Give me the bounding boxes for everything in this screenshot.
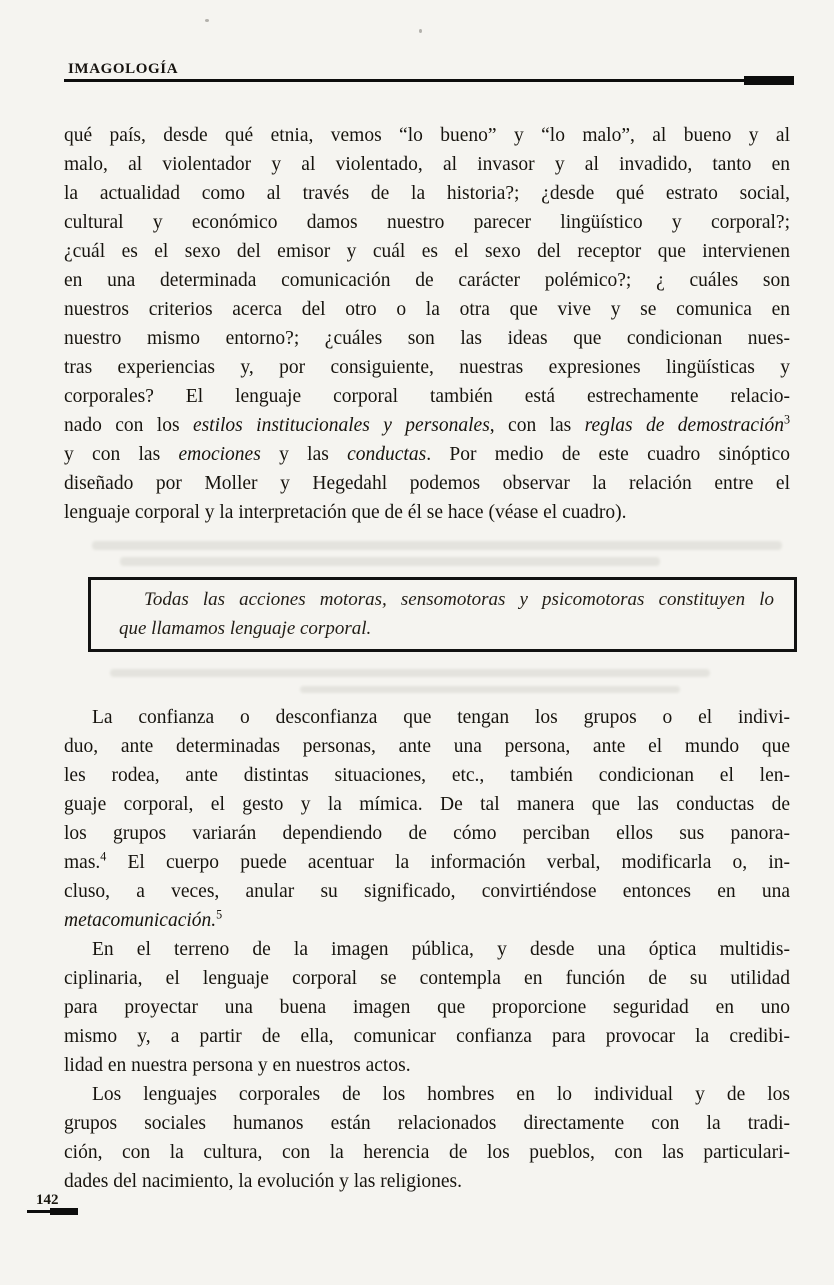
bleed-through-artifact: [110, 669, 710, 677]
text-run: El cuerpo puede acentuar la información verbal, modificarla o, in-: [106, 852, 790, 873]
body-line: [64, 237, 790, 266]
body-line: [64, 382, 790, 411]
text-run: nuestro mismo entorno?; ¿cuáles son las ideas que condicionan nues-: [64, 328, 790, 349]
quote-line: [119, 614, 774, 643]
text-run: nado con los: [64, 415, 193, 436]
text-run: reglas de demostración: [584, 415, 784, 436]
paragraph: [64, 1080, 790, 1196]
body-line: [64, 121, 790, 150]
paragraph: [64, 935, 790, 1080]
text-run: Los lenguajes corporales de los hombres en lo individual y de los: [92, 1084, 790, 1105]
body-text-upper: [64, 121, 790, 527]
text-run: nuestros criterios acerca del otro o la otra que vive y se comunica en: [64, 299, 790, 320]
text-run: ción, con la cultura, con la herencia de los pueblos, con las particulari-: [64, 1142, 790, 1163]
footnote-marker: 4: [100, 849, 107, 864]
body-line: [64, 1051, 790, 1080]
body-line: [64, 790, 790, 819]
text-run: Todas las acciones motoras, sensomotoras y psicomotoras constituyen lo: [144, 589, 774, 610]
footer-rule-end: [50, 1208, 78, 1215]
running-header: IMAGOLOGÍA: [68, 61, 179, 77]
body-line: [64, 761, 790, 790]
text-run: grupos sociales humanos están relacionados directamente con la tradi-: [64, 1113, 790, 1134]
paragraph: [64, 121, 790, 527]
body-line: [64, 935, 790, 964]
quote-text: [119, 585, 774, 643]
text-run: cultural y económico damos nuestro parecer lingüístico y corporal?;: [64, 212, 790, 233]
page-number: 142: [36, 1192, 59, 1208]
text-run: la actualidad como al través de la historia?; ¿desde qué estrato social,: [64, 183, 790, 204]
body-line: [64, 411, 790, 440]
bleed-through-artifact: [300, 686, 680, 693]
body-line: [64, 1138, 790, 1167]
text-run: . Por medio de este cuadro sinóptico: [426, 444, 790, 465]
text-run: lidad en nuestra persona y en nuestros actos.: [64, 1055, 411, 1076]
bleed-through-artifact: [92, 541, 782, 550]
quote-box: [88, 577, 797, 652]
header-rule-end: [744, 76, 794, 85]
text-run: mismo y, a partir de ella, comunicar confianza para provocar la credibi-: [64, 1026, 790, 1047]
text-run: y las: [260, 444, 348, 465]
text-run: , con las: [489, 415, 585, 436]
footnote-marker: 3: [783, 412, 790, 427]
text-run: emociones: [178, 444, 261, 465]
body-line: [64, 498, 790, 527]
text-run: guaje corporal, el gesto y la mímica. De tal manera que las conductas de: [64, 794, 790, 815]
text-run: estilos institucionales y personales: [192, 415, 490, 436]
text-run: diseñado por Moller y Hegedahl podemos observar la relación entre el: [64, 473, 790, 494]
body-line: [64, 266, 790, 295]
body-line: [64, 353, 790, 382]
text-run: La confianza o desconfianza que tengan los grupos o el indivi-: [92, 707, 790, 728]
text-run: que llamamos lenguaje corporal.: [119, 618, 372, 639]
text-run: corporales? El lenguaje corporal también está estrechamente relacio-: [64, 386, 790, 407]
footnote-marker: 5: [216, 907, 223, 922]
header-rule: [64, 79, 793, 82]
body-text-lower: [64, 703, 790, 1196]
body-line: [64, 295, 790, 324]
bleed-through-artifact: [120, 557, 660, 566]
text-run: qué país, desde qué etnia, vemos “lo bueno” y “lo malo”, al bueno y al: [64, 125, 790, 146]
body-line: [64, 150, 790, 179]
body-line: [64, 906, 790, 935]
body-line: [64, 1022, 790, 1051]
body-line: [64, 469, 790, 498]
text-run: mas.: [64, 852, 101, 873]
scan-speck: [419, 29, 422, 33]
body-line: [64, 179, 790, 208]
paragraph: [64, 703, 790, 935]
text-run: para proyectar una buena imagen que proporcione seguridad en uno: [64, 997, 790, 1018]
text-run: En el terreno de la imagen pública, y desde una óptica multidis-: [92, 939, 790, 960]
body-line: [64, 324, 790, 353]
text-run: ¿cuál es el sexo del emisor y cuál es el sexo del receptor que intervienen: [64, 241, 790, 262]
quote-line: [119, 585, 774, 614]
body-line: [64, 964, 790, 993]
text-run: lenguaje corporal y la interpretación que de él se hace (véase el cuadro).: [64, 502, 627, 523]
text-run: tras experiencias y, por consiguiente, nuestras expresiones lingüísticas y: [64, 357, 790, 378]
body-line: [64, 1080, 790, 1109]
text-run: conductas: [347, 444, 427, 465]
text-run: los grupos variarán dependiendo de cómo perciban ellos sus panora-: [64, 823, 790, 844]
body-line: [64, 819, 790, 848]
text-run: dades del nacimiento, la evolución y las religiones.: [64, 1171, 463, 1192]
body-line: [64, 440, 790, 469]
text-run: ciplinaria, el lenguaje corporal se contempla en función de su utilidad: [64, 968, 790, 989]
text-run: cluso, a veces, anular su significado, convirtiéndose entonces en una: [64, 881, 790, 902]
text-run: metacomunicación.: [64, 910, 217, 931]
body-line: [64, 208, 790, 237]
text-run: duo, ante determinadas personas, ante una persona, ante el mundo que: [64, 736, 790, 757]
body-line: [64, 877, 790, 906]
body-line: [64, 1109, 790, 1138]
scan-speck: [205, 19, 209, 22]
body-line: [64, 848, 790, 877]
text-run: les rodea, ante distintas situaciones, etc., también condicionan el len-: [64, 765, 790, 786]
body-line: [64, 993, 790, 1022]
text-run: malo, al violentador y al violentado, al invasor y al invadido, tanto en: [64, 154, 790, 175]
text-run: en una determinada comunicación de carácter polémico?; ¿ cuáles son: [64, 270, 790, 291]
body-line: [64, 732, 790, 761]
text-run: y con las: [64, 444, 179, 465]
body-line: [64, 1167, 790, 1196]
body-line: [64, 703, 790, 732]
